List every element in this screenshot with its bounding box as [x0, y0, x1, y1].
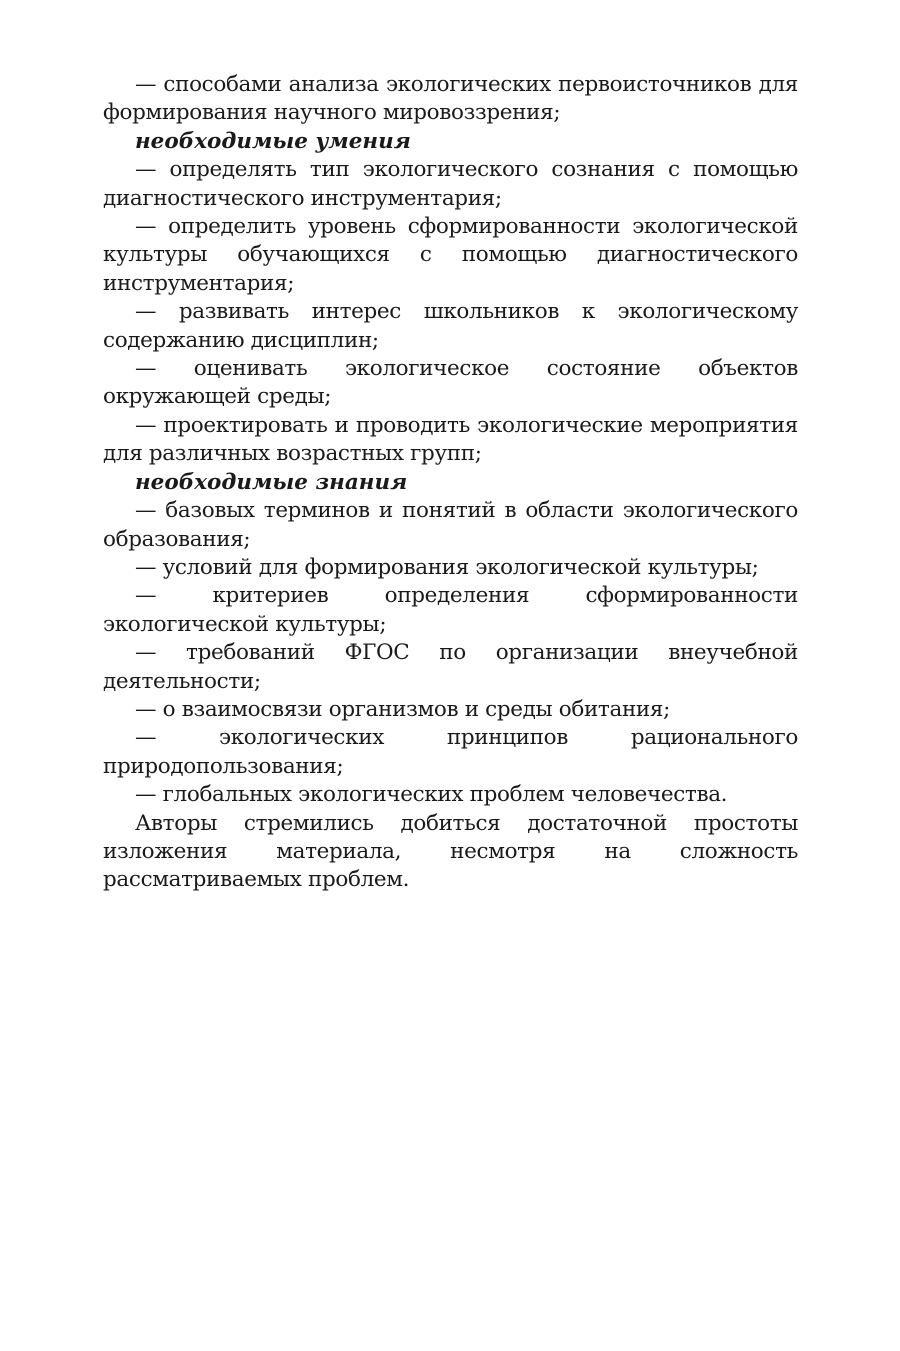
paragraph-skill-events: — проектировать и проводить экологические мероприятия для различных возрастных групп; [103, 412, 798, 467]
paragraph-authors-note: Авторы стремились добиться достаточной простоты изложения материала, несмотря на сложность рассматриваемых проблем. [103, 810, 798, 893]
paragraph-skill-assessment: — оценивать экологическое состояние объектов окружающей среды; [103, 356, 798, 410]
paragraph-knowledge-principles: — экологических принципов рационального природопользования; [103, 725, 798, 779]
paragraph-knowledge-organisms: — о взаимосвязи организмов и среды обитания; [135, 696, 671, 722]
section-heading-skills: необходимые умения [135, 128, 411, 154]
paragraph-skill-culture-level: — определить уровень сформированности экологической культуры обучающихся с помощью диагностического инструментария; [103, 214, 798, 296]
paragraph-skill-consciousness: — определять тип экологического сознания с помощью диагностического инструментария; [103, 157, 798, 211]
paragraph-knowledge-terms: — базовых терминов и понятий в области экологического образования; [103, 498, 798, 552]
paragraph-skills-analysis: — способами анализа экологических первоисточников для формирования научного мировоззрения; [103, 72, 798, 126]
paragraph-knowledge-criteria: — критериев определения сформированности экологической культуры; [103, 583, 798, 637]
page-body [103, 71, 798, 895]
paragraph-knowledge-global: — глобальных экологических проблем человечества. [135, 782, 728, 808]
paragraph-knowledge-fgos: — требований ФГОС по организации внеучебной деятельности; [103, 640, 798, 694]
paragraph-skill-interest: — развивать интерес школьников к экологическому содержанию дисциплин; [103, 299, 798, 353]
paragraph-knowledge-conditions: — условий для формирования экологической культуры; [135, 554, 759, 580]
section-heading-knowledge: необходимые знания [135, 469, 408, 495]
